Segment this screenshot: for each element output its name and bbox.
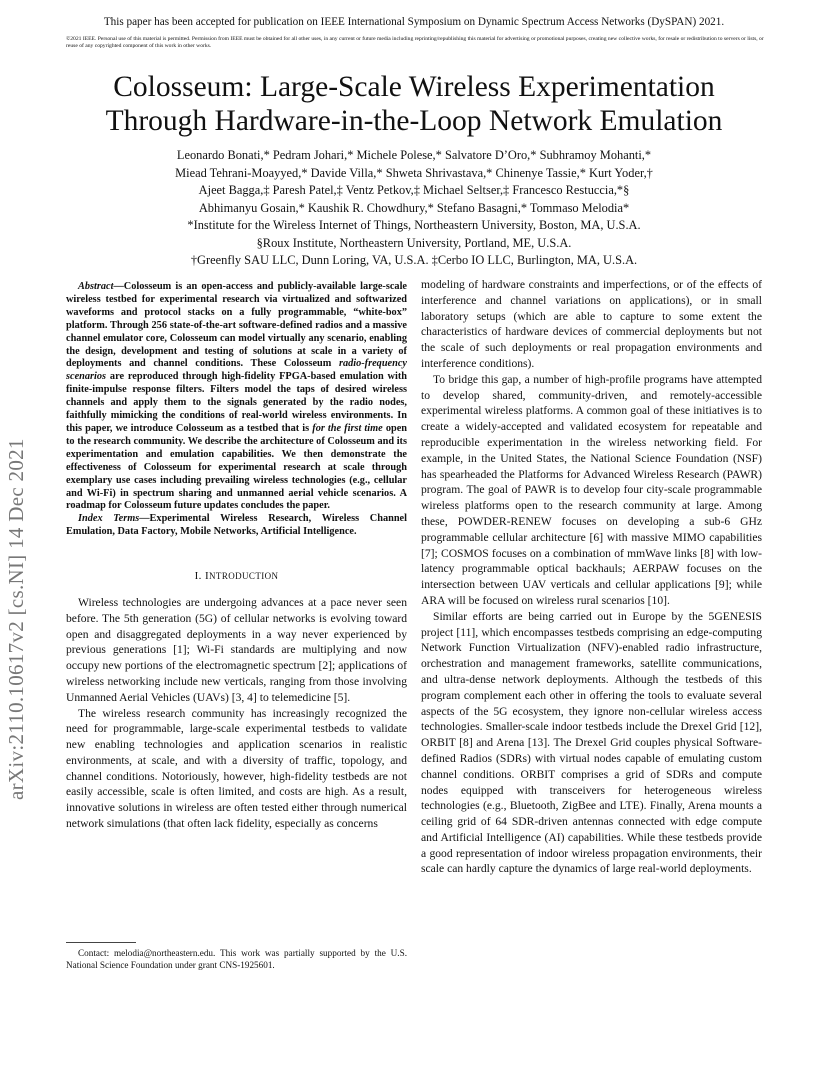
abstract-text-1: —Colosseum is an open-access and publicly-available large-scale wireless testbed for experimental research via virtualized and softwarized waveforms and protocol stacks on a fully programmable, “white-box” platform. Through 256 state-of-the-art software-defined radios and a massive channel emulator core, Colosseum can model virtually any scenario, enabling the design, development and testing of solutions at scale in a variety of deployments and channel conditions. These Colosseum (66, 281, 407, 370)
right-column (421, 277, 762, 877)
paper-title (40, 70, 788, 138)
author-line-2: Miead Tehrani-Moayyed,* Davide Villa,* Shweta Shrivastava,* Chinenye Tassie,* Kurt Yoder,† (175, 165, 653, 180)
footnote-rule (66, 942, 136, 943)
left-column (66, 281, 407, 832)
abstract-label: Abstract (78, 281, 114, 292)
arxiv-stamp: arXiv:2110.10617v2 [cs.NI] 14 Dec 2021 (4, 438, 28, 800)
affiliation-2: §Roux Institute, Northeastern University, Portland, ME, U.S.A. (256, 235, 572, 250)
title-line-1: Colosseum: Large-Scale Wireless Experimentation (113, 71, 715, 103)
copyright-notice: ©2021 IEEE. Personal use of this material is permitted. Permission from IEEE must be obtained for all other uses, in any current or future media including reprinting/republishing this material for advertising or promotional purposes, creating new collective works, for resale or redistribution to servers or lists, or reuse of any copyrighted component of this work in other works. (66, 36, 764, 49)
publication-notice: This paper has been accepted for publication on IEEE International Symposium on Dynamic Spectrum Access Networks (DySPAN) 2021. (103, 16, 725, 28)
abstract-text-3: open to the research community. We describe the architecture of Colosseum and its experimentation and emulation capabilities. We then demonstrate the effectiveness of Colosseum for experimental research at scale through exemplary use cases including prevailing wireless technologies (e.g., cellular and Wi-Fi) in spectrum sharing and unmanned aerial vehicle scenarios. A roadmap for Colosseum future updates concludes the paper. (66, 422, 407, 512)
abstract-italic-1: radio-frequency scenarios (66, 358, 407, 383)
author-line-3: Ajeet Bagga,‡ Paresh Patel,‡ Ventz Petkov,‡ Michael Seltser,‡ Francesco Restuccia,*§ (198, 183, 630, 197)
abstract-italic-2: for the first time (312, 422, 383, 434)
abstract (66, 281, 407, 513)
right-paragraph-1: modeling of hardware constraints and imperfections, or of the effects of interference and channel variations on applications), or in small laboratory setups (which are able to capture to some extent the characteristics of hardware devices of commercial deployments but not the scale of such deployments or real propagation environments and interference conditions). (421, 278, 762, 370)
section-heading-introduction (66, 569, 407, 585)
section-cap: I (204, 570, 210, 583)
intro-paragraph-1: Wireless technologies are undergoing advances at a pace never seen before. The 5th generation (5G) of cellular networks is evolving toward open and disaggregated deployments in a way never experienced by previous generations [1]; Wi-Fi standards are multiplying and now occupy new portions of the electromagnetic spectrum [2]; applications of wireless networking include new verticals, ranging from those involving Unmanned Aerial Vehicles (UAVs) [3, 4] to telemedicine [5]. (66, 595, 407, 704)
intro-paragraph-2: The wireless research community has increasingly recognized the need for programmable, large-scale experimental testbeds to validate new enabling technologies and application scenarios in realistic environments, at scale, and with a diversity of traffic, topology, and channel conditions. Notoriously, however, high-fidelity testbeds are not easily accessible, scale is often limited, and costs are high. As a result, innovative solutions in wireless are often tested either through numerical network simulations (that often lack fidelity, especially as concerns (66, 706, 407, 831)
section-rest: NTRODUCTION (209, 571, 279, 582)
section-number: I. (194, 570, 202, 583)
author-line-1: Leonardo Bonati,* Pedram Johari,* Michele Polese,* Salvatore D’Oro,* Subhramoy Mohanti,* (176, 148, 652, 162)
index-terms (66, 513, 407, 539)
title-line-2: Through Hardware-in-the-Loop Network Emulation (105, 105, 723, 137)
index-terms-text: —Experimental Wireless Research, Wireless Channel Emulation, Data Factory, Mobile Networks, Artificial Intelligence. (66, 513, 407, 538)
right-paragraph-2: To bridge this gap, a number of high-profile programs have attempted to develop shared, community-driven, and remotely-accessible experimental wireless platforms. A common goal of these initiatives is to create a widely-accepted and validated ecosystem for repeatable and reproducible experimentation in the wireless networking field. For example, in the United States, the National Science Foundation (NSF) has spearheaded the Platforms for Advanced Wireless Research (PAWR) program. The goal of PAWR is to develop four city-scale programmable wireless platforms open to the research community at large. Among these, POWDER-RENEW focuses on developing a sub-6 GHz programmable cellular architecture [6] with massive MIMO capabilities [7]; COSMOS focuses on a combination of mmWave links [8] with low-latency programmable optical backhauls; AERPAW focuses on the intersection between UAV verticals and cellular applications [9]; while ARA will be focused on wireless rural scenarios [10]. (421, 372, 762, 607)
abstract-text-2: are reproduced through high-fidelity FPGA-based emulation with finite-impulse response filters. Filters model the taps of desired wireless channels and apply them to the signals generated by the radio nodes, faithfully mimicking the conditions of real-world wireless environments. In this paper, we introduce Colosseum as a testbed that is (66, 371, 407, 434)
footnote: Contact: melodia@northeastern.edu. This work was partially supported by the U.S. National Science Foundation under grant CNS-1925601. (66, 948, 407, 970)
index-terms-label: Index Terms (78, 513, 140, 525)
affiliation-3: †Greenfly SAU LLC, Dunn Loring, VA, U.S.A. ‡Cerbo IO LLC, Burlington, MA, U.S.A. (190, 253, 638, 267)
author-line-4: Abhimanyu Gosain,* Kaushik R. Chowdhury,* Stefano Basagni,* Tommaso Melodia* (198, 200, 630, 215)
author-block (60, 147, 768, 270)
affiliation-1: *Institute for the Wireless Internet of Things, Northeastern University, Boston, MA, U.S.A. (187, 218, 641, 232)
right-paragraph-3: Similar efforts are being carried out in Europe by the 5GENESIS project [11], which encompasses testbeds comprising an edge-computing Network Function Virtualization (NFV)-enabled radio infrastructure, orchestration and management frameworks, satellite communications, and ultra-dense network deployments. Although the testbeds of this program complement each other in offering the tools to evaluate several aspects of the 5G ecosystem, they ignore non-cellular wireless access technologies. Smaller-scale indoor testbeds include the Drexel Grid [12], ORBIT [8] and Arena [13]. The Drexel Grid couples physical Software-defined Radios (SDRs) with virtual nodes capable of emulating custom channel conditions. ORBIT comprises a grid of SDRs and compute nodes equipped with transceivers for heterogeneous wireless technologies (e.g., Bluetooth, ZigBee and LTE). Finally, Arena mounts a ceiling grid of 64 SDR-driven antennas connected with edge compute and Artificial Intelligence (AI) capabilities. While these testbeds provide a good representation of indoor wireless propagation environments, their scale can hardly capture the dynamics of large real-world deployments. (421, 609, 762, 876)
